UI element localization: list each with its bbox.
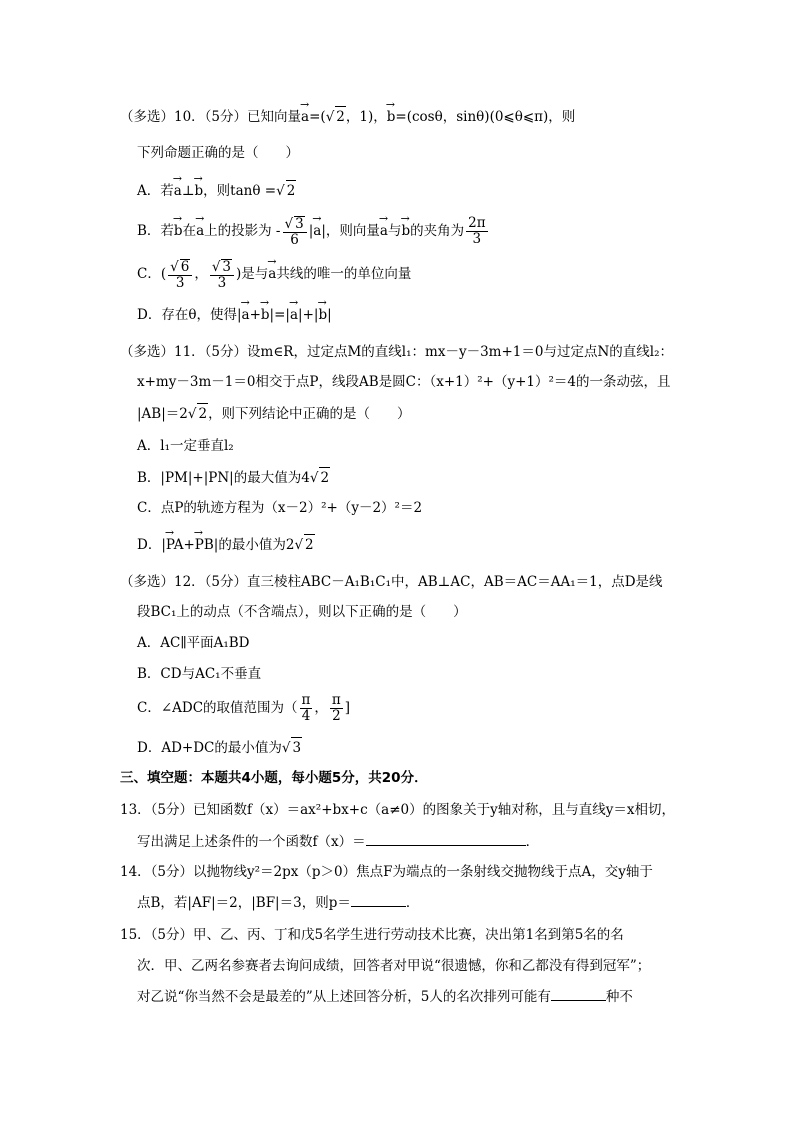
answer-blank[interactable] — [366, 845, 526, 846]
q12-option-b: B．CD与AC₁不垂直 — [137, 666, 262, 682]
q15-stem-line1: 15．（5分）甲、乙、丙、丁和戊5名学生进行劳动技术比赛，决出第1名到第5名的名 — [120, 927, 624, 943]
q10-option-a: A．若→ a⊥→ b，则tanθ =√ 2 — [137, 180, 296, 201]
fraction: $\frac{√ 3}{6}$ — [283, 216, 307, 248]
q12-option-a: A．AC∥平面A₁BD — [137, 635, 250, 651]
q14-stem-line2: 点B，若|AF|＝2，|BF|＝3，则p＝ ． — [137, 895, 420, 911]
q11-option-c: C．点P的轨迹方程为（x－2）²+（y－2）²＝2 — [137, 500, 423, 516]
q12-option-c: C．∠ADC的取值范围为（ $\frac{\pi}{4}$ ， $\frac{\pi}{2}$ ] — [137, 692, 351, 724]
vector-b: → b — [387, 107, 396, 127]
answer-blank[interactable] — [551, 1000, 606, 1001]
fraction: $\frac{2\pi}{3}$ — [468, 215, 486, 247]
section-heading: 三、填空题：本题共4小题，每小题5分，共20分． — [120, 770, 428, 786]
answer-blank[interactable] — [351, 906, 406, 907]
q13-stem-line1: 13．（5分）已知函数f（x）＝ax²+bx+c（a≠0）的图象关于y轴对称，且与直线y＝x相切， — [120, 802, 675, 818]
q12-stem-line2: 段BC₁上的动点（不含端点），则以下正确的是（ ） — [137, 604, 467, 620]
fraction: $\frac{√ 6}{3}$ — [168, 259, 192, 291]
q10-option-d: D．存在θ，使得|→ a+→ b|=|→ a|+|→ b| — [137, 305, 332, 325]
q10-stem-line1: （多选）10．（5分）已知向量→ a=(√ 2，1)，→ b=(cosθ，sinθ)(0⩽θ⩽π)，则 — [120, 106, 575, 127]
q10-option-c: C．( $\frac{√ 6}{3}$ ， $\frac{√ 3}{3}$ )是与→ a共线的唯一的单位向量 — [137, 256, 411, 292]
q11-option-d: D．|→ PA+→ PB|的最小值为2√ 2 — [137, 534, 315, 555]
fraction: $\frac{\pi}{2}$ — [331, 692, 341, 724]
q11-option-b: B．|PM|+|PN|的最大值为4√ 2 — [137, 467, 330, 488]
q10-stem-line2: 下列命题正确的是（ ） — [137, 145, 299, 161]
q10-option-b: B．若→ b在→ a上的投影为 - $\frac{√ 3}{6}$ |→ a|，则向量→ a与→ b的夹角为 $\frac{2\pi}{3}$ — [137, 213, 490, 249]
q11-stem-line1: （多选）11．（5分）设m∈R，过定点M的直线l₁：mx－y－3m+1＝0与过定点N的直线l₂： — [120, 344, 673, 360]
q12-option-d: D．AD+DC的最小值为√ 3 — [137, 737, 302, 758]
q15-stem-line2: 次．甲、乙两名参赛者去询问成绩，回答者对甲说“很遗憾，你和乙都没有得到冠军”； — [137, 958, 651, 974]
fraction: $\frac{\pi}{4}$ — [301, 692, 311, 724]
q12-stem-line1: （多选）12．（5分）直三棱柱ABC－A₁B₁C₁中，AB⊥AC，AB＝AC＝AA₁＝1，点D是线 — [120, 574, 663, 590]
q15-stem-line3: 对乙说“你当然不会是最差的”从上述回答分析，5人的名次排列可能有 种不 — [137, 989, 633, 1005]
vector-a: → a — [301, 107, 309, 127]
q14-stem-line1: 14．（5分）以抛物线y²＝2px（p＞0）焦点F为端点的一条射线交抛物线于点A，交y轴于 — [120, 864, 653, 880]
q11-stem-line2: x+my－3m－1＝0相交于点P，线段AB是圆C：（x+1）²+（y+1）²＝4的一条动弦，且 — [137, 374, 671, 390]
fraction: $\frac{√ 3}{3}$ — [210, 259, 234, 291]
q11-option-a: A．l₁一定垂直l₂ — [137, 438, 234, 454]
q11-stem-line3: |AB|＝2√ 2，则下列结论中正确的是（ ） — [137, 403, 411, 424]
q13-stem-line2: 写出满足上述条件的一个函数f（x）＝ ． — [137, 834, 540, 850]
